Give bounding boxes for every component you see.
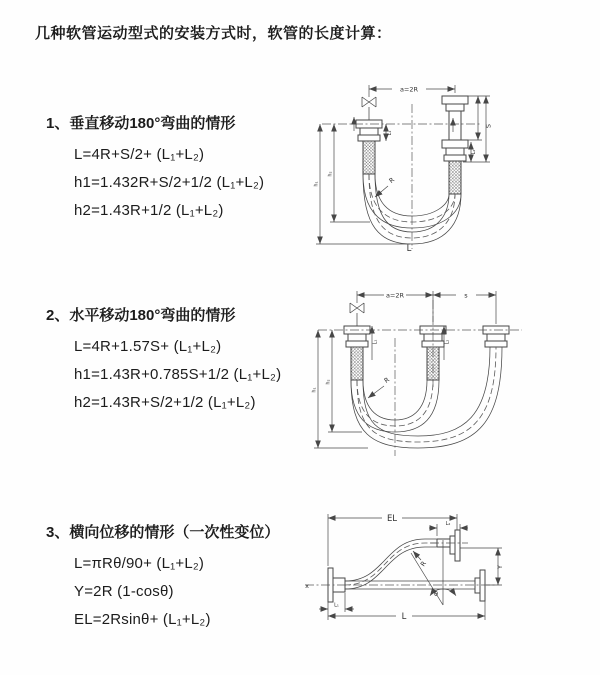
formula-el: EL=2Rsinθ+ (L₁+L₂): [74, 611, 211, 628]
dim-label-y: Y: [496, 565, 504, 569]
formula-y: Y=2R (1-cosθ): [74, 583, 174, 600]
dimension-l2-fitting: [429, 521, 468, 536]
left-pipe-fitting: [344, 326, 370, 380]
radius-label: R: [418, 559, 428, 569]
dim-label-l1: L₁: [387, 130, 393, 136]
dimension-l1-fitting: [372, 326, 379, 360]
formula-length: L=4R+S/2+ (L₁+L₂): [74, 146, 205, 163]
right-pipe-fitting: [483, 326, 509, 347]
dim-label-width: a=2R: [399, 85, 419, 94]
section-1-heading: 1、垂直移动180°弯曲的情形: [46, 115, 236, 132]
formula-h2: h2=1.43R+S/2+1/2 (L₁+L₂): [74, 394, 256, 411]
dimension-top-width: [369, 85, 455, 97]
angle-label: θ: [434, 590, 438, 598]
radius-annotation: [375, 176, 396, 197]
dimension-top-width: [357, 291, 496, 324]
radius-label: R: [382, 375, 392, 385]
dimension-l1-fitting: [386, 124, 393, 141]
dim-label-width: a=2R: [385, 291, 405, 300]
valve-icon: [350, 303, 364, 326]
dimension-el: [328, 514, 457, 569]
formula-h1: h1=1.43R+0.785S+1/2 (L₁+L₂): [74, 366, 282, 383]
dimension-l1-fitting: [319, 593, 354, 612]
dim-label-length: L: [401, 612, 407, 622]
section-3-heading: 3、横向位移的情形（一次性变位）: [46, 524, 280, 541]
dim-label-l1: L₁: [372, 339, 379, 345]
dim-label-l2: L₂: [444, 339, 451, 345]
section-horizontal-movement: [46, 304, 281, 417]
dim-label-h2: h₂: [327, 171, 334, 177]
dimension-l2-fitting: [444, 326, 451, 360]
right-pipe-fitting: [442, 96, 468, 194]
dim-label-s: s: [464, 291, 468, 300]
formula-length: L=πRθ/90+ (L₁+L₂): [74, 555, 205, 572]
dim-label-l2: L₂: [445, 521, 451, 527]
dim-label-l1: L₁: [334, 602, 339, 609]
section-2-heading: 2、水平移动180°弯曲的情形: [46, 307, 236, 324]
centerlines: [305, 543, 496, 585]
dim-label-length: L: [406, 244, 412, 254]
section-lateral-displacement: [46, 521, 279, 634]
dimension-y: [460, 548, 504, 585]
dim-label-s: S: [484, 123, 493, 129]
dim-label-l2: L₂: [471, 149, 477, 155]
diagram-horizontal-180-bend: [310, 282, 600, 462]
page-title: 几种软管运动型式的安装方式时，软管的长度计算：: [35, 25, 392, 42]
formula-h2: h2=1.43R+1/2 (L₁+L₂): [74, 202, 224, 219]
diagram-lateral-displacement: [300, 506, 600, 651]
dim-label-h1: h₁: [313, 181, 320, 187]
lower-right-flange: [475, 570, 485, 601]
upper-right-flange: [437, 530, 460, 561]
dim-label-h2: h₂: [325, 379, 332, 385]
angle-construction: [411, 540, 456, 605]
section-2-formulas: [74, 333, 281, 417]
dimension-s-stroke: [463, 96, 493, 162]
formula-length: L=4R+1.57S+ (L₁+L₂): [74, 338, 222, 355]
left-pipe-fitting: [356, 120, 382, 174]
anchor-mark: x: [305, 582, 309, 590]
section-3-formulas: [74, 550, 279, 634]
dimension-length: [328, 601, 485, 622]
formula-h1: h1=1.432R+S/2+1/2 (L₁+L₂): [74, 174, 265, 191]
centerlines: [318, 300, 522, 456]
dim-label-el: EL: [386, 514, 398, 524]
section-vertical-movement: [46, 112, 264, 225]
middle-pipe-fitting: [420, 326, 446, 380]
valve-icon: [362, 97, 376, 120]
diagram-vertical-180-bend: [312, 76, 587, 256]
section-1-formulas: [74, 141, 264, 225]
radius-annotation: [368, 376, 391, 398]
radius-label: R: [387, 175, 397, 185]
dim-label-h1: h₁: [311, 387, 318, 393]
